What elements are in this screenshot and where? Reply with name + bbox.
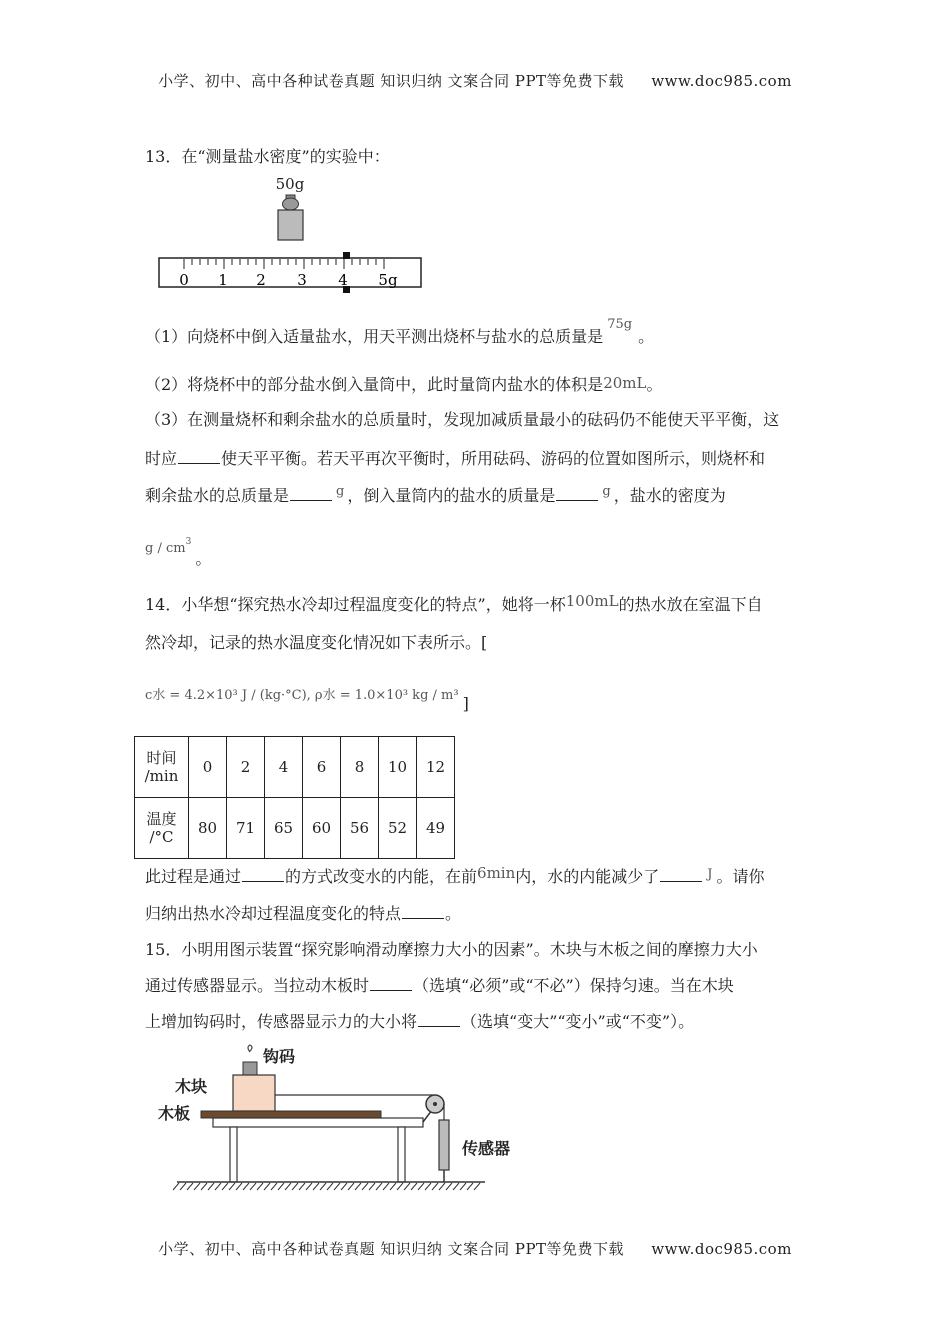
answer-blank[interactable] (418, 1012, 460, 1027)
table-cell: 49 (417, 798, 455, 859)
ground-hatch (320, 1183, 326, 1190)
table-cell: 56 (341, 798, 379, 859)
temp-label: 温度 (146, 810, 177, 828)
scale-label-2: 2 (256, 271, 266, 289)
ground-hatch (369, 1183, 375, 1190)
q14-line3 (145, 866, 765, 890)
q14-line1a: 14．小华想“探究热水冷却过程温度变化的特点”，她将一杯 (145, 595, 566, 614)
q13-part1-value: 75g (607, 317, 633, 332)
ground-hatch (243, 1183, 249, 1190)
ground-hatch (460, 1183, 466, 1190)
ground-hatch (271, 1183, 277, 1190)
scale-label-0: 0 (179, 271, 189, 289)
table-cell: 65 (265, 798, 303, 859)
ground-hatch (187, 1183, 193, 1190)
footer-site: www.doc985.com (651, 1240, 792, 1258)
q13-part3-line3c: ，盐水的密度为 (613, 486, 726, 505)
ground-hatch (257, 1183, 263, 1190)
q13-part3-line2 (145, 448, 765, 470)
q14-line4 (145, 903, 461, 925)
hook-weight-icon (243, 1045, 257, 1075)
answer-blank[interactable] (660, 867, 702, 882)
ground-hatch (180, 1183, 186, 1190)
ground-hatch (418, 1183, 424, 1190)
ground-hatch (439, 1183, 445, 1190)
q13-part1-text: （1）向烧杯中倒入适量盐水，用天平测出烧杯与盐水的总质量是 (145, 327, 604, 346)
q14-line3d: 。请你 (716, 867, 765, 886)
scale-label-4: 4 (338, 271, 348, 289)
q14-line2: 然冷却，记录的热水温度变化情况如下表所示。[ (145, 633, 488, 652)
q14-line3b: 的方式改变水的内能，在前 (285, 867, 478, 886)
table-cell: 52 (379, 798, 417, 859)
ground-hatch (376, 1183, 382, 1190)
q13-part2-text: （2）将烧杯中的部分盐水倒入量筒中，此时量筒内盐水的体积是 (145, 375, 604, 394)
ground-hatch (229, 1183, 235, 1190)
ground-hatch (173, 1183, 179, 1190)
unit-g: g (336, 484, 345, 499)
table-top (213, 1118, 423, 1127)
q14-volume: 100mL (565, 592, 619, 610)
ground-hatch (383, 1183, 389, 1190)
table-cell: 4 (265, 737, 303, 798)
rider-scale (159, 252, 421, 293)
scale-label-5: 5g (378, 271, 398, 289)
scale-label-1: 1 (218, 271, 228, 289)
answer-blank[interactable] (290, 486, 332, 501)
ground-hatch (285, 1183, 291, 1190)
ground-hatch (208, 1183, 214, 1190)
q14-formula-end: ] (462, 694, 469, 713)
ground-hatch (313, 1183, 319, 1190)
ground-hatch (404, 1183, 410, 1190)
q13-part3-line3a: 剩余盐水的总质量是 (145, 486, 290, 505)
ground-hatch (397, 1183, 403, 1190)
ground-hatch (467, 1183, 473, 1190)
ground-hatch (425, 1183, 431, 1190)
q13-part1 (145, 317, 655, 350)
label-sensor: 传感器 (462, 1139, 511, 1158)
q13-part1-end: 。 (638, 327, 655, 346)
answer-blank[interactable] (402, 904, 444, 919)
table-row (135, 798, 455, 859)
ground-hatch (390, 1183, 396, 1190)
ground-hatch (341, 1183, 347, 1190)
answer-blank[interactable] (178, 449, 220, 464)
answer-blank[interactable] (556, 486, 598, 501)
table-cell: 6 (303, 737, 341, 798)
table-cell: 10 (379, 737, 417, 798)
header-text: 小学、初中、高中各种试卷真题 知识归纳 文案合同 PPT等免费下载 (158, 72, 625, 90)
ground-hatch (278, 1183, 284, 1190)
temperature-table (134, 736, 455, 859)
q15-line3 (145, 1011, 694, 1033)
temp-unit: /°C (149, 828, 174, 846)
q14-formula: c水 = 4.2×10³ J / (kg·°C), ρ水 = 1.0×10³ kg / m³ (145, 688, 459, 703)
q13-part3-line4 (145, 536, 212, 568)
label-hook-weight: 钩码 (263, 1047, 296, 1066)
table-cell: 8 (341, 737, 379, 798)
ground-hatch (348, 1183, 354, 1190)
friction-apparatus-figure (155, 1040, 535, 1200)
q14-line1b: 的热水放在室温下自 (618, 595, 763, 614)
ground-hatch (306, 1183, 312, 1190)
unit-sup: 3 (185, 537, 192, 547)
weight-label: 50g (275, 175, 305, 193)
unit-g-per-cm3: g / cm (145, 541, 186, 556)
q15-line3a: 上增加钩码时，传感器显示力的大小将 (145, 1012, 418, 1031)
q13-part3-line2b: 使天平平衡。若天平再次平衡时，所用砝码、游码的位置如图所示，则烧杯和 (221, 449, 766, 468)
ground-hatch (355, 1183, 361, 1190)
q13-part3-line1: （3）在测量烧杯和剩余盐水的总质量时，发现加减质量最小的砝码仍不能使天平平衡，这 (145, 410, 780, 429)
q15-line3b: （选填“变大”“变小”或“不变”）。 (461, 1012, 695, 1031)
ground-hatch (334, 1183, 340, 1190)
q14-line3c: 内，水的内能减少了 (515, 867, 660, 886)
answer-blank[interactable] (242, 867, 284, 882)
ground-hatch (327, 1183, 333, 1190)
q13-part3-line2a: 时应 (145, 449, 178, 468)
ground-hatch (264, 1183, 270, 1190)
ground-hatch (236, 1183, 242, 1190)
q14-line4b: 。 (445, 904, 462, 923)
ground-hatch (215, 1183, 221, 1190)
q15-line2b: （选填“必须”或“不必”）保持匀速。当在木块 (413, 976, 734, 995)
q13-part2-value: 20mL (603, 374, 647, 392)
force-sensor (439, 1120, 449, 1170)
time-label: 时间 (146, 749, 177, 767)
ground-hatch (250, 1183, 256, 1190)
unit-joule: J (707, 867, 713, 882)
ground-hatch (194, 1183, 200, 1190)
scale-label-3: 3 (297, 271, 307, 289)
ground-hatch (222, 1183, 228, 1190)
q14-formula-line (145, 683, 469, 713)
q15-line2 (145, 975, 734, 997)
q15-line1: 15．小明用图示装置“探究影响滑动摩擦力大小的因素”。木块与木板之间的摩擦力大小 (145, 940, 758, 959)
q13-part2 (145, 374, 662, 396)
q13-part3-line3 (145, 485, 726, 509)
ground-hatch (411, 1183, 417, 1190)
table-header-time (135, 737, 189, 798)
ground-hatch (362, 1183, 368, 1190)
ground-hatch (299, 1183, 305, 1190)
unit-g: g (602, 484, 611, 499)
q14-line3a: 此过程是通过 (145, 867, 242, 886)
ground-hatch (446, 1183, 452, 1190)
table-cell: 0 (189, 737, 227, 798)
header-site: www.doc985.com (651, 72, 792, 90)
q13-part2-end: 。 (646, 375, 663, 394)
label-board: 木板 (158, 1104, 191, 1123)
ground-hatch (453, 1183, 459, 1190)
weight-50g-icon (278, 195, 303, 240)
answer-blank[interactable] (370, 976, 412, 991)
table-cell: 2 (227, 737, 265, 798)
footer-text: 小学、初中、高中各种试卷真题 知识归纳 文案合同 PPT等免费下载 (158, 1240, 625, 1258)
table-cell: 80 (189, 798, 227, 859)
wooden-board (201, 1111, 381, 1118)
q13-part3-line4-end: 。 (195, 549, 212, 568)
page-header (0, 70, 950, 91)
ground-hatch (292, 1183, 298, 1190)
q15-line2a: 通过传感器显示。当拉动木板时 (145, 976, 370, 995)
ground-hatch (432, 1183, 438, 1190)
table-header-temp (135, 798, 189, 859)
page-footer (0, 1238, 950, 1259)
table-row (135, 737, 455, 798)
q14-line4a: 归纳出热水冷却过程温度变化的特点 (145, 904, 402, 923)
table-cell: 71 (227, 798, 265, 859)
label-block: 木块 (175, 1077, 208, 1096)
q14-line1 (145, 594, 763, 616)
q13-part3-line3b: ，倒入量筒内的盐水的质量是 (347, 486, 556, 505)
wooden-block (233, 1075, 275, 1111)
balance-scale-figure (150, 172, 430, 297)
q13-title: 13．在“测量盐水密度”的实验中： (145, 147, 390, 166)
table-cell: 12 (417, 737, 455, 798)
table-cell: 60 (303, 798, 341, 859)
ground-hatch (474, 1183, 480, 1190)
ground-hatch (201, 1183, 207, 1190)
q14-time-value: 6min (477, 864, 516, 882)
time-unit: /min (144, 767, 179, 785)
